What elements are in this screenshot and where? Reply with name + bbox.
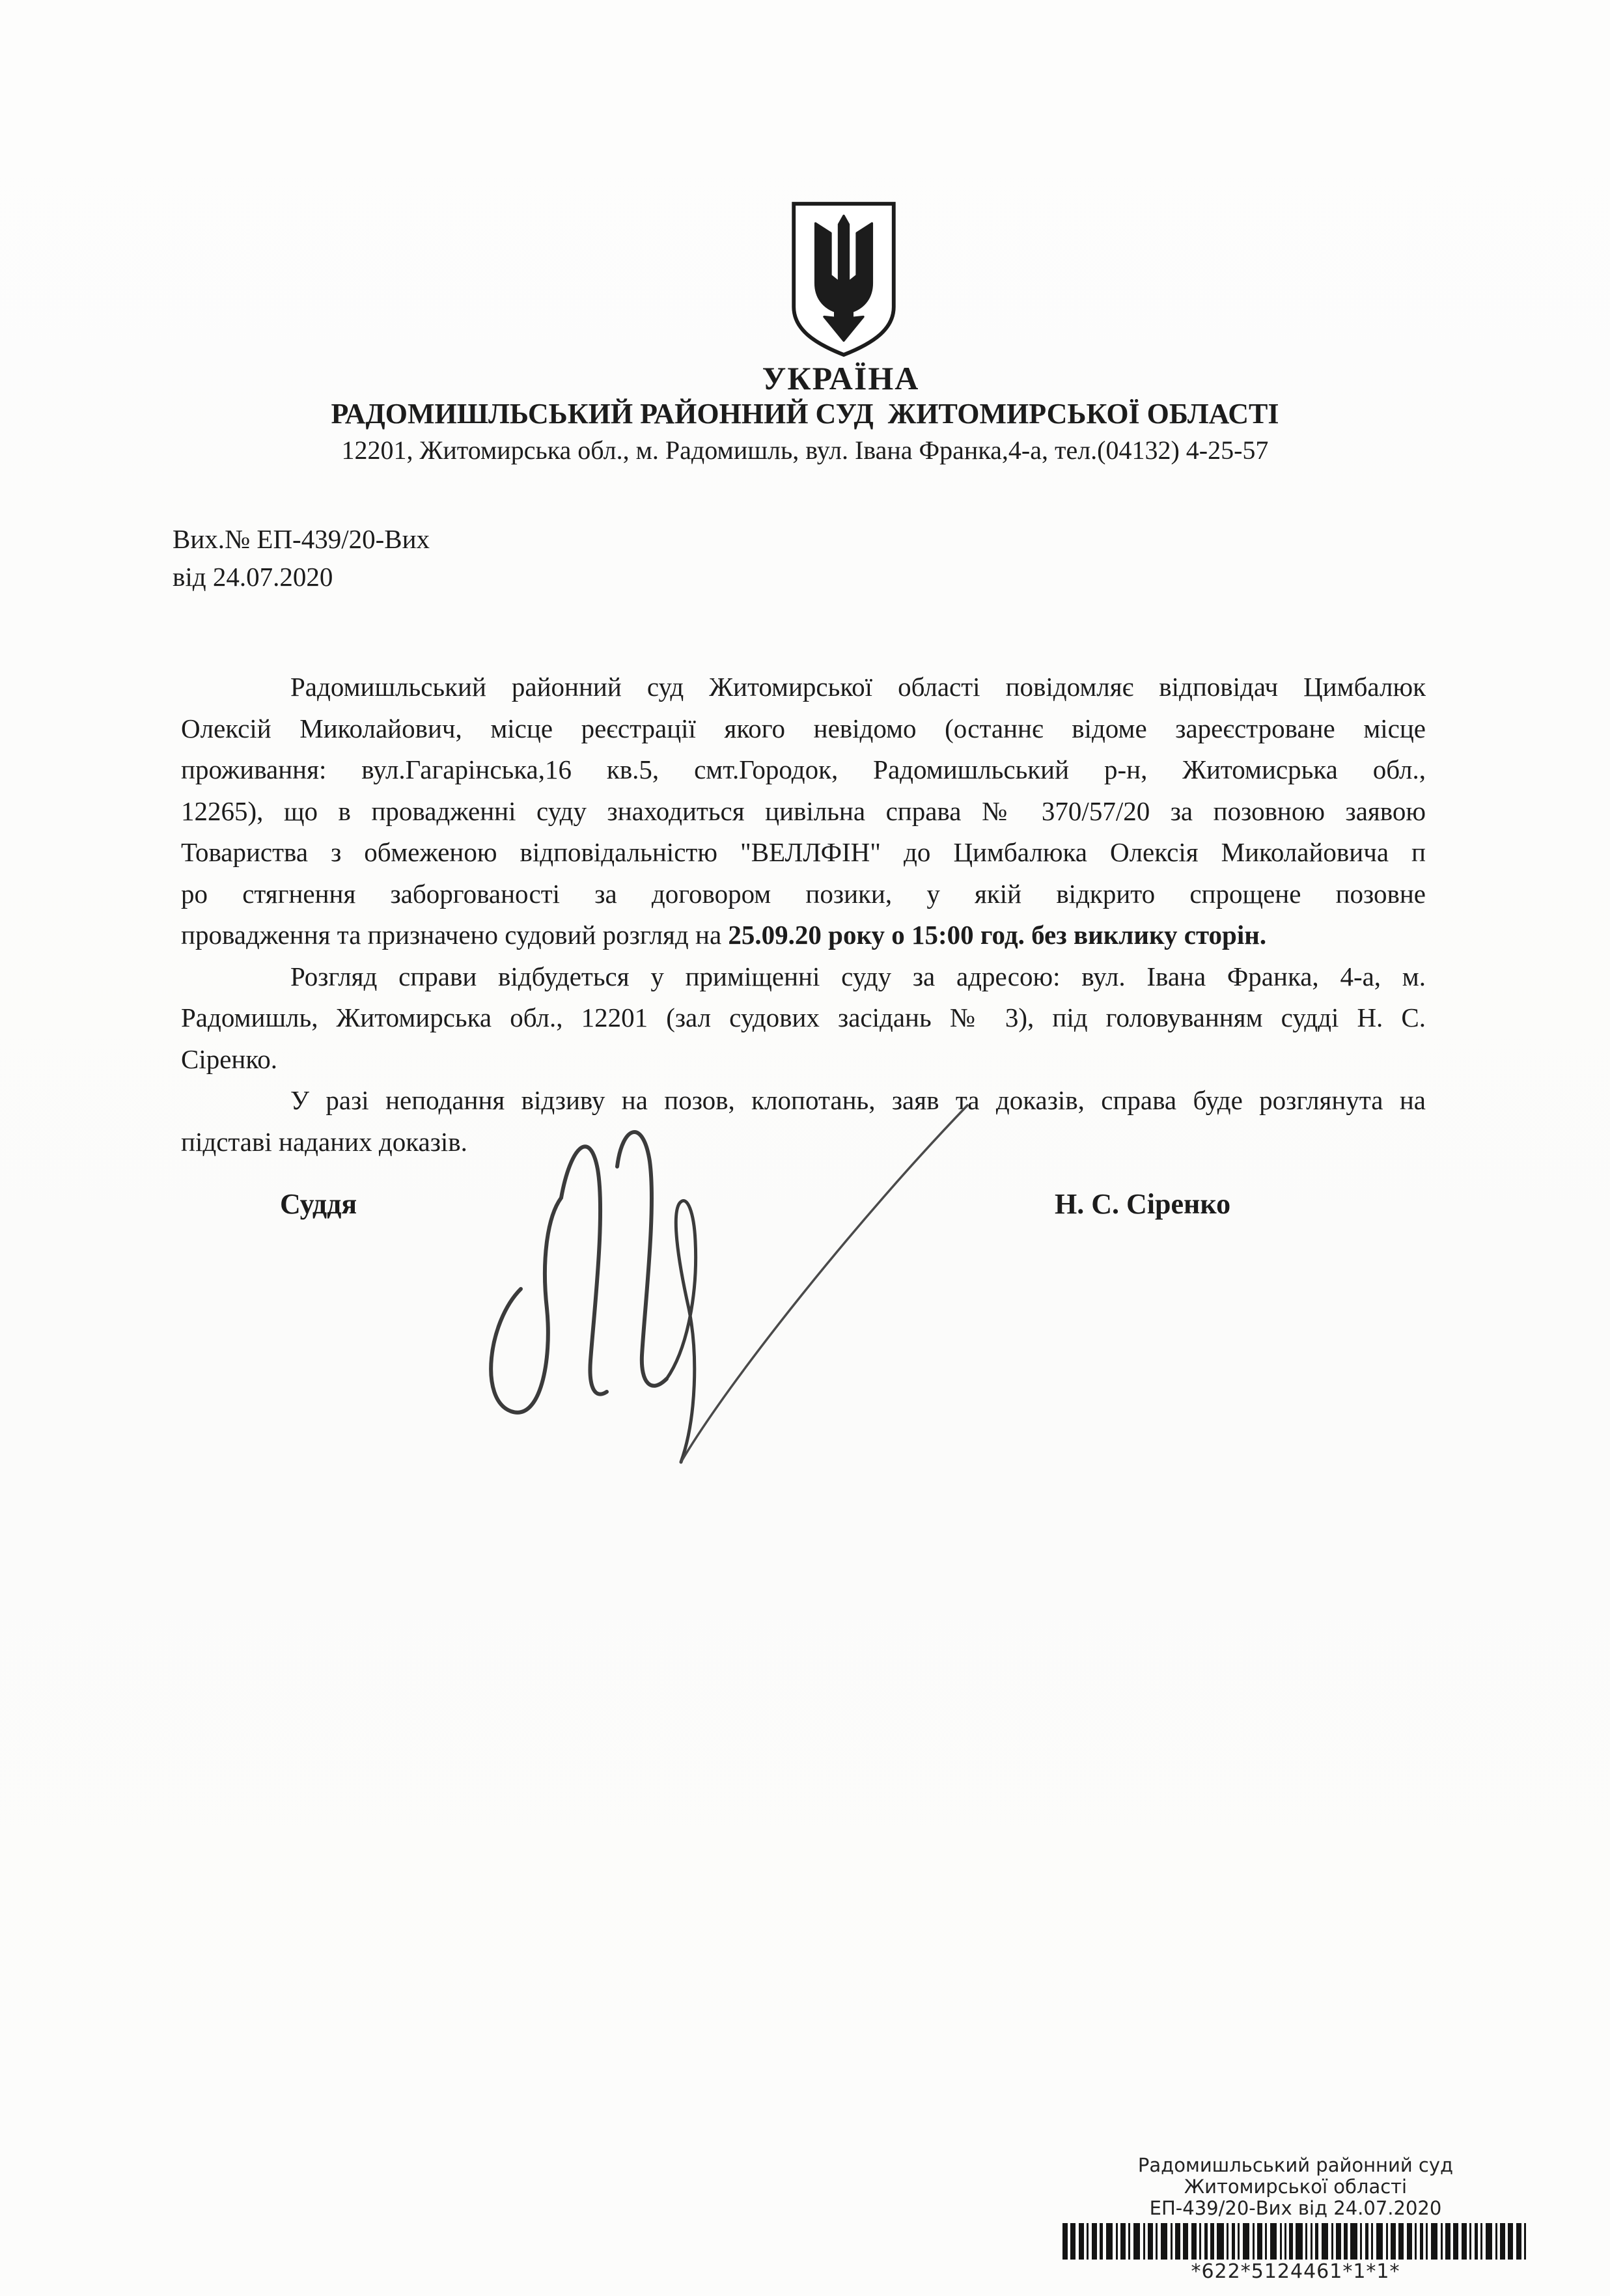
ukraine-trident-emblem-icon: [789, 201, 898, 358]
country-title: УКРАЇНА: [762, 360, 920, 396]
paragraph-2: [181, 956, 1426, 1081]
body-line: Радомишль, Житомирська обл., 12201 (зал судових засідань № 3), під головуванням судді Н. С.: [181, 1003, 1426, 1032]
body-line: Товариства з обмеженою відповідальністю "ВЕЛЛФІН" до Цимбалюка Олексія Миколайовича п: [181, 837, 1426, 867]
body-line: Сіренко.: [181, 1044, 277, 1074]
court-name-title: РАДОМИШЛЬСЬКИЙ РАЙОННИЙ СУД ЖИТОМИРСЬКОЇ ОБЛАСТІ: [331, 398, 1279, 430]
handwritten-signature: [443, 1094, 983, 1465]
registration-stamp: [1061, 2155, 1530, 2282]
stamp-ref-line: ЕП-439/20-Вих від 24.07.2020: [1149, 2197, 1442, 2219]
outgoing-ref-number: Вих.№ ЕП-439/20-Вих: [173, 524, 430, 554]
judge-role-label: Суддя: [280, 1188, 357, 1220]
barcode-value: *622*5124461*1*1*: [1191, 2260, 1400, 2283]
court-address: 12201, Житомирська обл., м. Радомишль, вул. Івана Франка,4-а, тел.(04132) 4-25-57: [341, 436, 1269, 465]
stamp-court-line1: Радомишльський районний суд: [1137, 2154, 1454, 2176]
body-line: Розгляд справи відбудеться у приміщенні суду за адресою: вул. Івана Франка, 4-а, м.: [290, 961, 1426, 991]
barcode: [1062, 2223, 1529, 2260]
body-line: підставі наданих доказів.: [181, 1126, 467, 1157]
body-line: 12265), що в провадженні суду знаходиться цивільна справа № 370/57/20 за позовною заявою: [181, 795, 1426, 826]
body-line: Олексій Миколайович, місце реєстрації якого невідомо (останнє відоме зареєстроване місце: [181, 713, 1426, 743]
body-line: проживання: вул.Гагарінська,16 кв.5, смт.Городок, Радомишльський р-н, Житомисрька обл.,: [181, 754, 1426, 784]
outgoing-ref-date: від 24.07.2020: [173, 562, 333, 592]
body-line: ро стягнення заборгованості за договором позики, у якій відкрито спрощене позовне: [181, 878, 1426, 909]
hearing-date-bold: 25.09.20 року о 15:00 год. без виклику сторін.: [728, 920, 1267, 950]
body-line-hearing-date: [181, 915, 1426, 956]
hearing-line-text: провадження та призначено судовий розгляд на: [181, 920, 729, 950]
body-line: Радомишльський районний суд Житомирської області повідомляє відповідач Цимбалюк: [290, 672, 1426, 702]
judge-name: Н. С. Сіренко: [1055, 1188, 1231, 1220]
stamp-court-line2: Житомирської області: [1184, 2176, 1408, 2198]
letter-body: [181, 667, 1426, 1163]
body-line: У разі неподання відзиву на позов, клопотань, заяв та доказів, справа буде розглянута на: [290, 1085, 1426, 1115]
paragraph-1: [181, 667, 1426, 956]
